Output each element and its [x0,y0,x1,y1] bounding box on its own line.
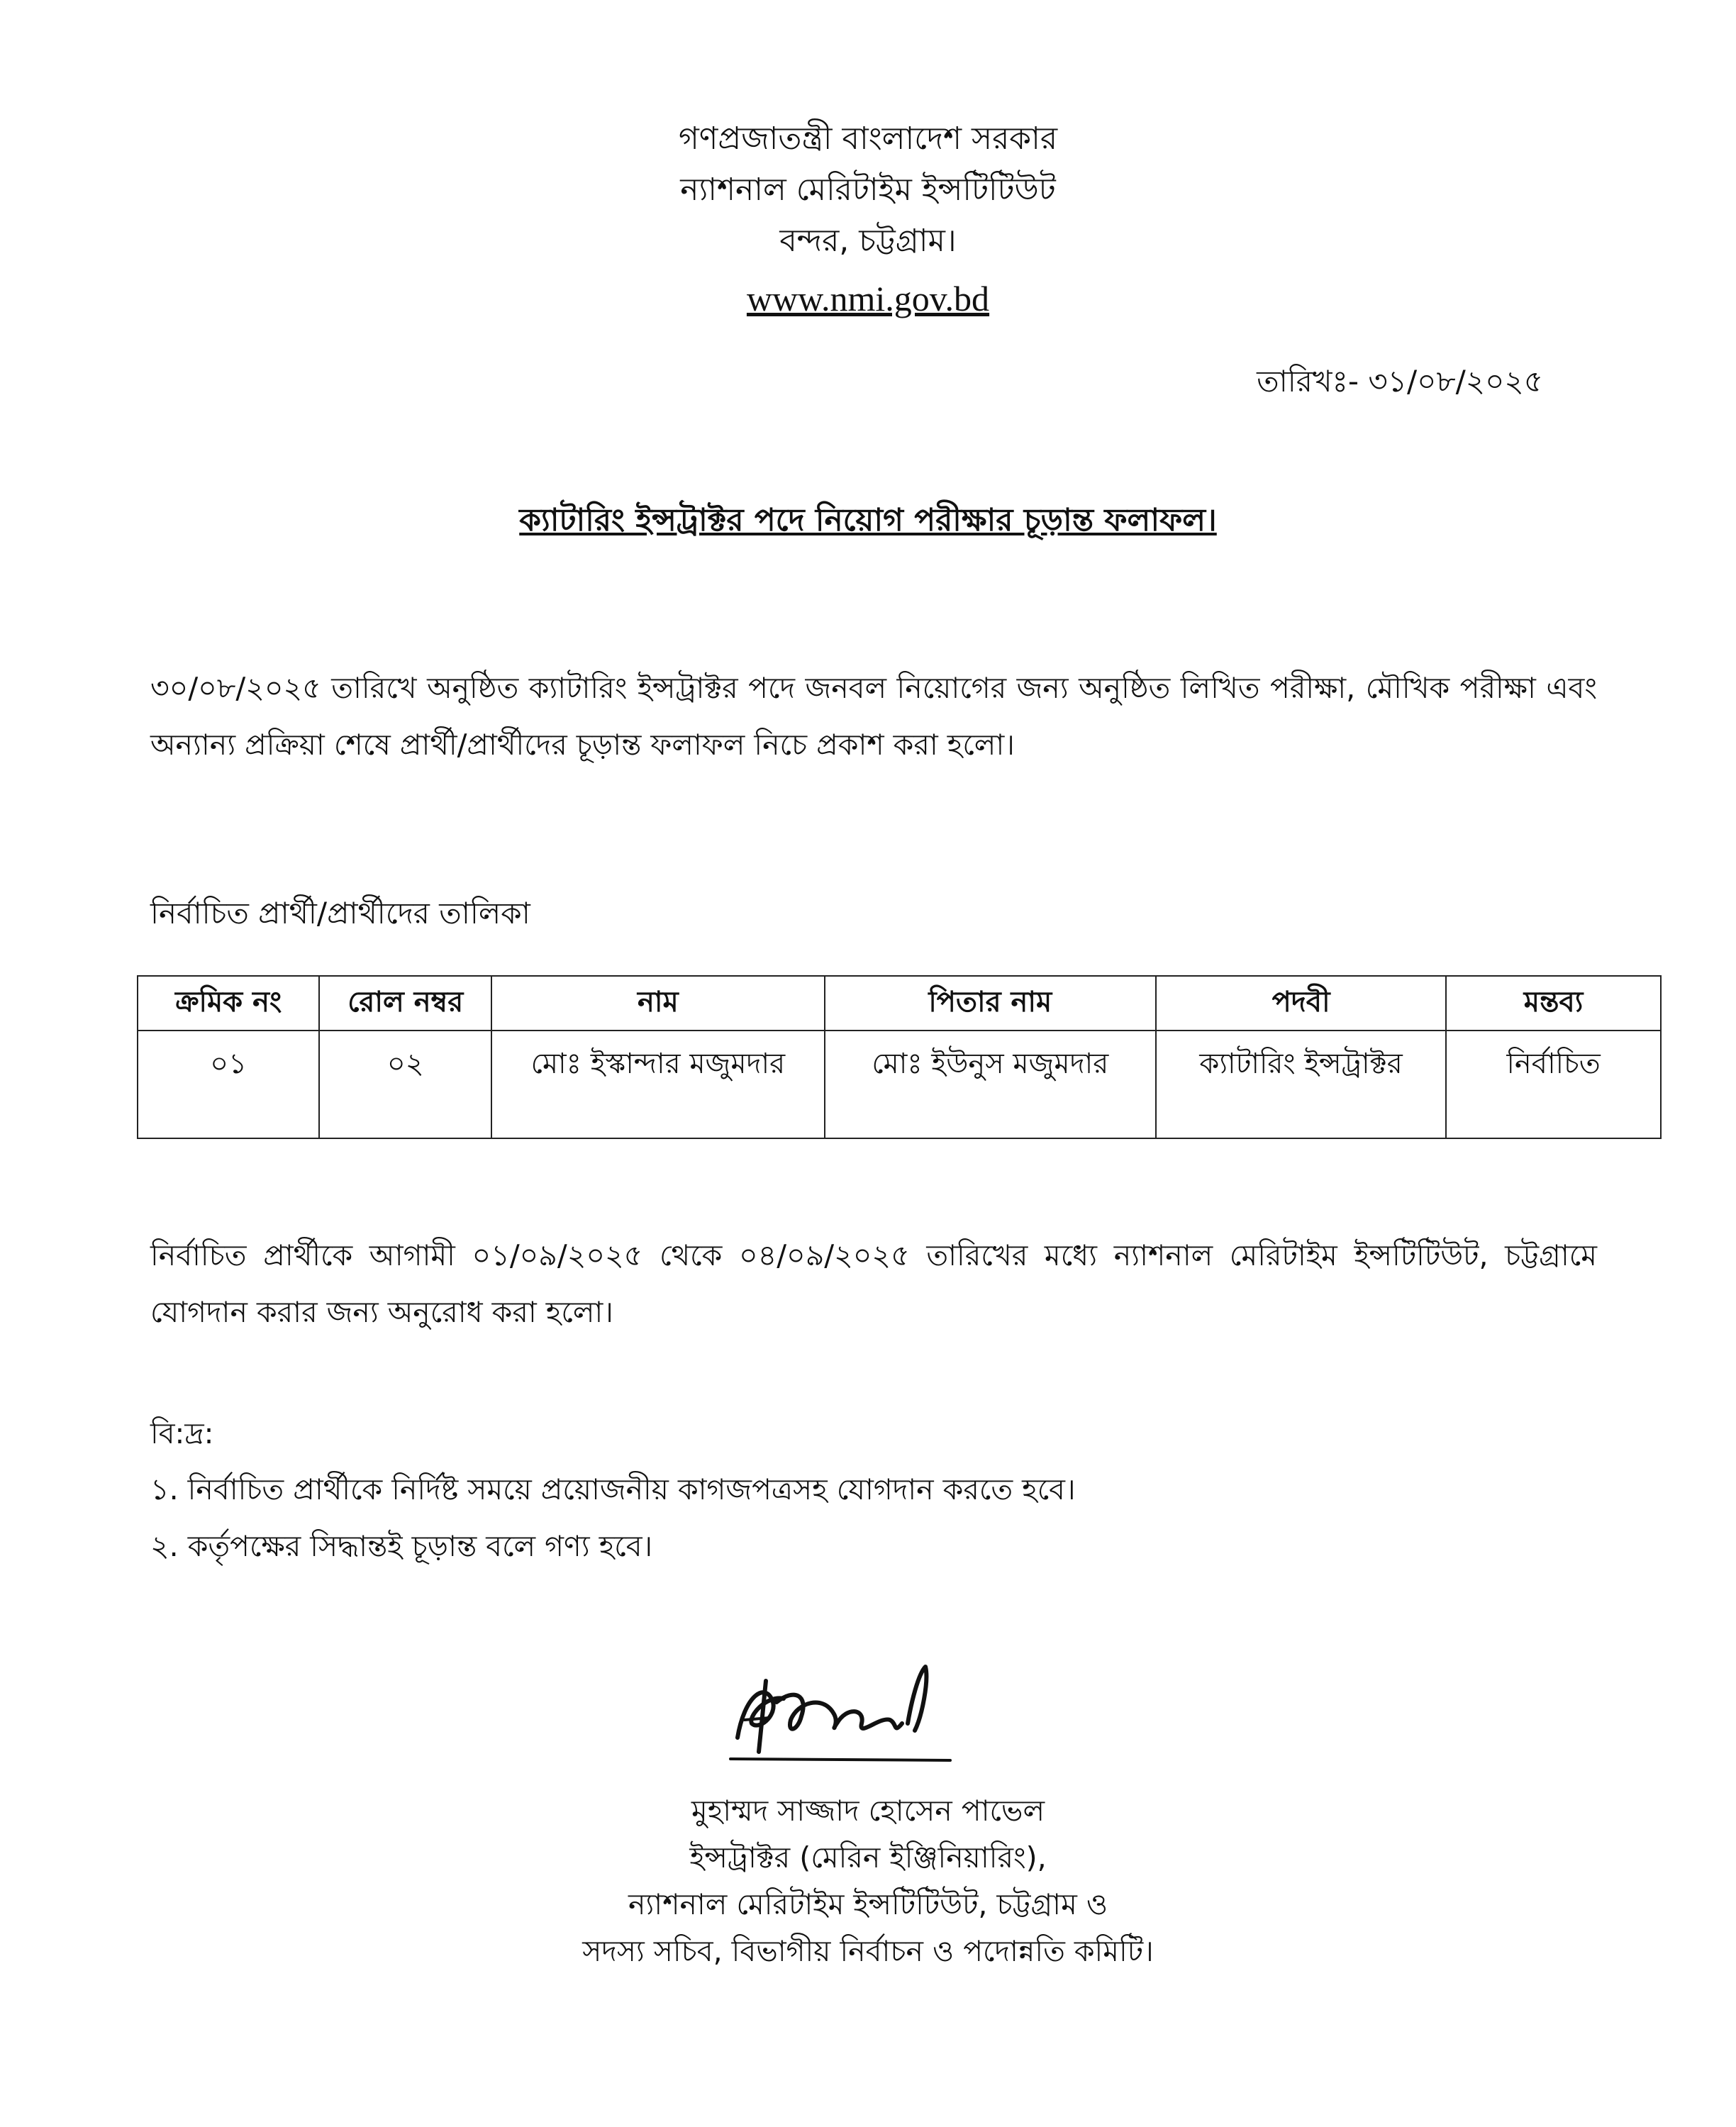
header-designation: পদবী [1156,976,1446,1031]
cell-remarks: নির্বাচিত [1446,1031,1661,1138]
notice-subject: ক্যাটারিং ইন্সট্রাক্টর পদে নিয়োগ পরীক্ষার চূড়ান্ত ফলাফল। [519,502,1217,538]
signatory-block [0,1787,1736,1975]
website-link[interactable]: www.nmi.gov.bd [746,279,990,318]
notice-date: তারিখঃ- ৩১/০৮/২০২৫ [1257,364,1543,399]
letterhead [0,113,1736,331]
header-roll: রোল নম্বর [319,976,491,1031]
cell-roll: ০২ [319,1031,491,1138]
header-remarks: মন্তব্য [1446,976,1661,1031]
government-name: গণপ্রজাতন্ত্রী বাংলাদেশ সরকার [678,121,1058,157]
header-father-name: পিতার নাম [825,976,1156,1031]
joining-paragraph: নির্বাচিত প্রার্থীকে আগামী ০১/০৯/২০২৫ থেকে ০৪/০৯/২০২৫ তারিখের মধ্যে ন্যাশনাল মেরিটাইম ইন্সটিটিউট, চট্টগ্রামে যোগদান করার জন্য অনুরোধ করা হলো। [150,1238,1597,1329]
notes-list [150,1461,1076,1575]
note-item: ২. কর্তৃপক্ষের সিদ্ধান্তই চূড়ান্ত বলে গণ্য হবে। [150,1529,653,1563]
signatory-name: মুহাম্মদ সাজ্জাদ হোসেন পাভেল [691,1794,1045,1828]
table-header-row [138,976,1661,1031]
notes-heading: বি:দ্র: [150,1416,214,1450]
signatory-committee: সদস্য সচিব, বিভাগীয় নির্বাচন ও পদোন্নতি কমিটি। [582,1934,1154,1968]
institute-address: বন্দর, চট্টগ্রাম। [779,223,957,259]
header-serial: ক্রমিক নং [138,976,319,1031]
intro-paragraph: ৩০/০৮/২০২৫ তারিখে অনুষ্ঠিত ক্যাটারিং ইন্সট্রাক্টর পদে জনবল নিয়োগের জন্য অনুষ্ঠিত লিখিত পরীক্ষা, মৌখিক পরীক্ষা এবং অন্যান্য প্রক্রিয়া শেষে প্রার্থী/প্রার্থীদের চূড়ান্ত ফলাফল নিচে প্রকাশ করা হলো। [150,671,1597,762]
results-table [137,975,1662,1139]
note-item: ১. নির্বাচিত প্রার্থীকে নির্দিষ্ট সময়ে প্রয়োজনীয় কাগজপত্রসহ যোগদান করতে হবে। [150,1472,1076,1506]
cell-name: মোঃ ইস্কান্দার মজুমদার [491,1031,824,1138]
selected-list-title: নির্বাচিত প্রার্থী/প্রার্থীদের তালিকা [150,896,530,931]
signatory-designation: ইন্সট্রাক্টর (মেরিন ইঞ্জিনিয়ারিং), [689,1840,1047,1875]
cell-designation: ক্যাটারিং ইন্সট্রাক্টর [1156,1031,1446,1138]
signatory-organization: ন্যাশনাল মেরিটাইম ইন্সটিটিউট, চট্টগ্রাম ও [628,1887,1108,1921]
cell-serial: ০১ [138,1031,319,1138]
cell-father-name: মোঃ ইউনুস মজুমদার [825,1031,1156,1138]
signature-image [716,1653,972,1773]
institute-name: ন্যাশনাল মেরিটাইম ইন্সটিটিউট [680,172,1056,208]
header-name: নাম [491,976,824,1031]
table-row [138,1031,1661,1138]
